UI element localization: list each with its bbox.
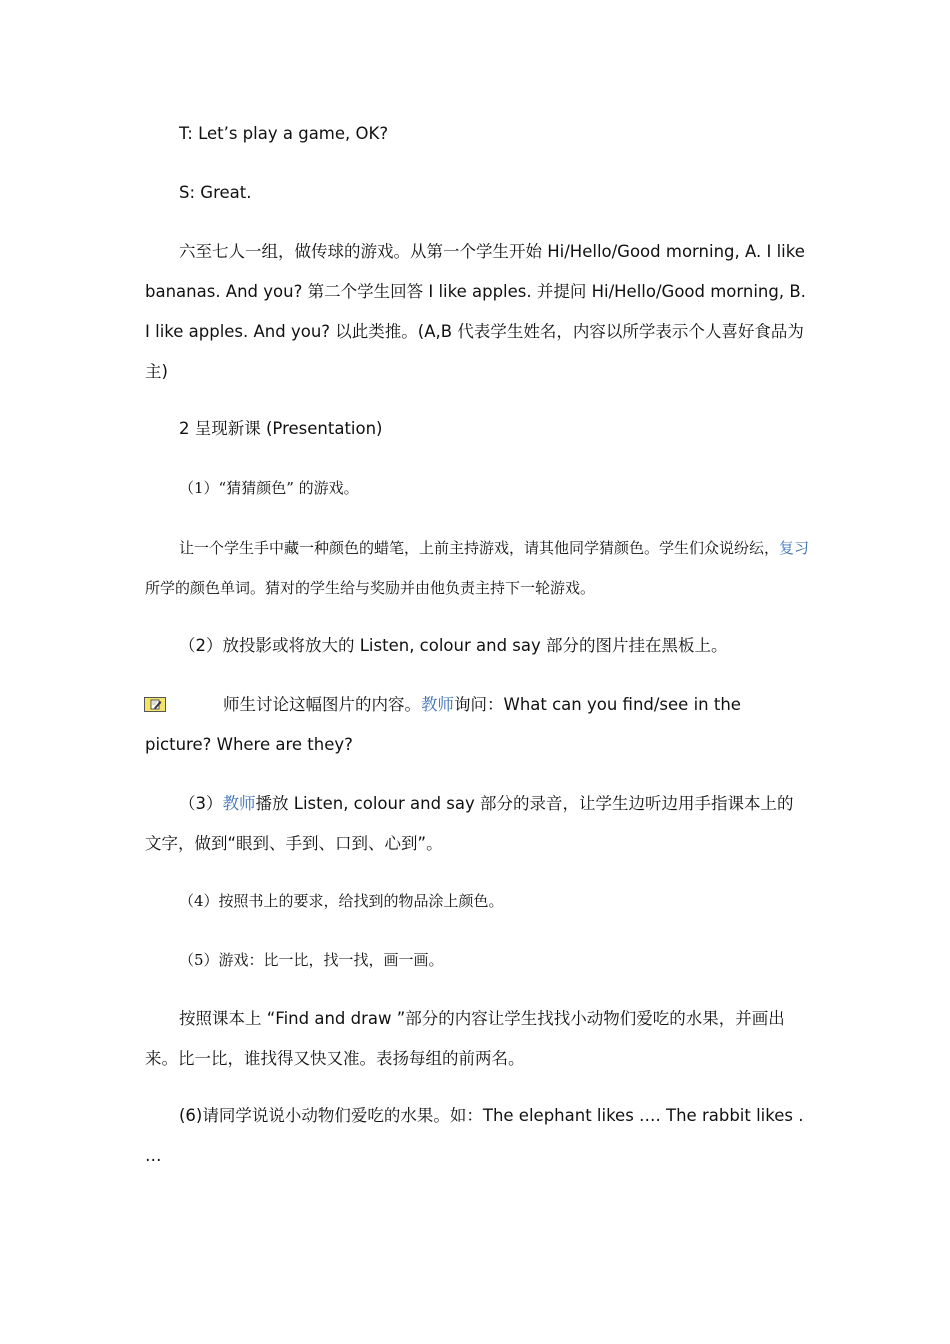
step-4-paragraph: （4）按照书上的要求，给找到的物品涂上颜色。 xyxy=(179,892,504,910)
step-1-text-a: 让一个学生手中藏一种颜色的蜡笔，上前主持游戏，请其他同学猜颜色。学生们众说纷纭， xyxy=(179,539,780,557)
dialogue-line-teacher: T: Let’s play a game, OK? xyxy=(179,124,389,143)
teacher-link-1[interactable]: 教师 xyxy=(421,695,454,714)
step-1-heading: （1）“猜猜颜色” 的游戏。 xyxy=(179,479,359,497)
step-5-paragraph: 按照课本上 “Find and draw ”部分的内容让学生找找小动物们爱吃的水果，并画出来。比一比，谁找得又快又准。表扬每组的前两名。 xyxy=(145,1009,785,1068)
step-5-heading: （5）游戏：比一比，找一找，画一画。 xyxy=(179,951,444,969)
discussion-text-b: 询问：What can you find/see in the picture? Where are they? xyxy=(145,695,741,754)
dialogue-line-students: S: Great. xyxy=(179,183,252,202)
review-link[interactable]: 复习 xyxy=(779,539,810,557)
warmup-game-paragraph: 六至七人一组，做传球的游戏。从第一个学生开始 Hi/Hello/Good morning, A. I like bananas. And you? 第二个学生回答 I like apples. 并提问 Hi/Hello/Good morning, B. I like apples. And you? 以此类推。(A,B 代表学生姓名，内容以所学表示个人喜好食品为主) xyxy=(145,242,806,381)
step-3-prefix: （3） xyxy=(179,794,223,813)
step-6-paragraph: (6)请同学说说小动物们爱吃的水果。如：The elephant likes …. The rabbit likes . … xyxy=(145,1106,804,1165)
discussion-paragraph xyxy=(145,685,810,765)
step-2-paragraph: （2）放投影或将放大的 Listen, colour and say 部分的图片挂在黑板上。 xyxy=(179,636,728,655)
teacher-link-2[interactable]: 教师 xyxy=(222,794,256,813)
section-heading-presentation: 2 呈现新课 (Presentation) xyxy=(179,419,383,438)
discussion-text-a: 师生讨论这幅图片的内容。 xyxy=(223,695,421,714)
step-3-text: 播放 Listen, colour and say 部分的录音，让学生边听边用手指课本上的文字，做到“眼到、手到、口到、心到”。 xyxy=(145,794,794,853)
step-1-paragraph xyxy=(145,528,810,608)
step-1-text-b: 所学的颜色单词。猜对的学生给与奖励并由他负责主持下一轮游戏。 xyxy=(145,579,596,597)
step-3-paragraph xyxy=(145,784,810,864)
